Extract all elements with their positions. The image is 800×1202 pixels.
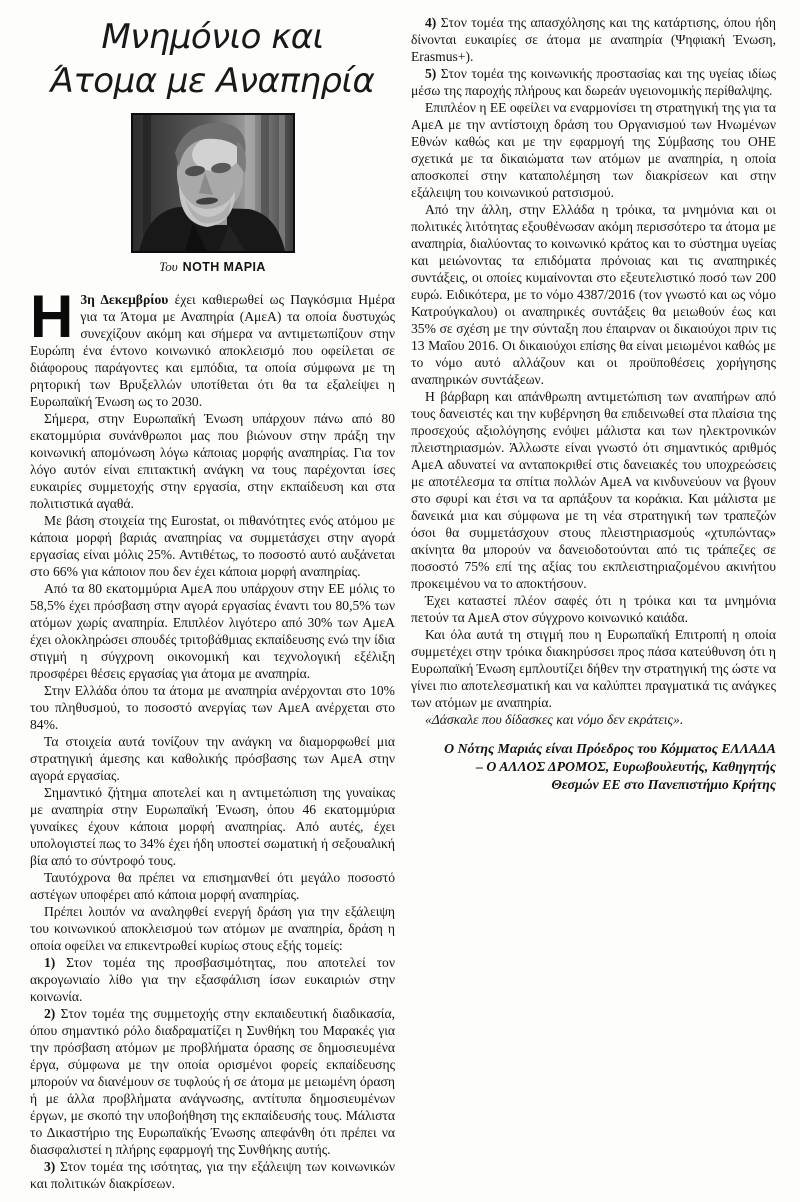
article-title-line2: Άτομα με Αναπηρία bbox=[50, 60, 375, 101]
paragraph-number: 2) bbox=[44, 1006, 56, 1022]
body-paragraph bbox=[30, 410, 395, 512]
body-paragraph bbox=[411, 592, 776, 626]
byline-prefix: Του bbox=[159, 259, 178, 275]
right-column bbox=[411, 8, 776, 1192]
body-paragraph bbox=[411, 626, 776, 711]
paragraph-number: 4) bbox=[425, 15, 437, 30]
numbered-paragraph-4 bbox=[411, 14, 776, 65]
left-column bbox=[30, 8, 395, 1192]
article-title bbox=[30, 16, 395, 103]
body-paragraph bbox=[30, 682, 395, 733]
paragraph-text: Σημαντικό ζήτημα αποτελεί και η αντιμετώπιση της γυναίκας με αναπηρία στην Ευρωπαϊκή Ένωση, όπου 46 εκατομμύρια γυναίκες έχουν κάποια μορφή αναπηρίας. Από αυτές, έχει υπολογιστεί πως το 34% έχει ήδη υποστεί σωματική ή σεξουαλική βία από το σύντροφό τους. bbox=[30, 785, 395, 869]
numbered-paragraph-1 bbox=[30, 954, 395, 1005]
paragraph-text: Σήμερα, στην Ευρωπαϊκή Ένωση υπάρχουν πάνω από 80 εκατομμύρια συνάνθρωποι μας που βιώνουν στην πράξη την κοινωνική απομόνωση λόγω κάποιας μορφής αναπηρίας. Για τον λόγο αυτόν είναι επιτακτική ανάγκη να τους παρέχονται ίσες ευκαιρίες συμμετοχής στην εργασία, στην εκπαίδευση και στα πολιτιστικά αγαθά. bbox=[30, 411, 395, 512]
author-photo bbox=[131, 113, 295, 253]
article-title-line1: Μνημόνιο και bbox=[101, 17, 324, 57]
author-credit bbox=[411, 740, 776, 794]
credit-line2: – Ο ΑΛΛΟΣ ΔΡΟΜΟΣ, Ευρωβουλευτής, Καθηγητής bbox=[475, 759, 776, 774]
body-paragraph bbox=[30, 903, 395, 954]
credit-line1: Ο Νότης Μαριάς είναι Πρόεδρος του Κόμματος ΕΛΛΑΔΑ bbox=[444, 741, 776, 756]
paragraph-text: Από τα 80 εκατομμύρια ΑμεΑ που υπάρχουν στην ΕΕ μόλις το 58,5% έχει πρόσβαση στην αγορά εργασίας έναντι του 80,5% των ατόμων χωρίς αναπηρία. Επιπλέον λιγότερο από 30% των ΑμεΑ έχει ολοκληρώσει σπουδές τριτοβάθμιας εκπαίδευσης ενώ την ίδια στιγμή η σύγχρονη οικονομική και τεχνολογική εξέλιξη προσφέρει θέσεις εργασίας για άτομα με αναπηρία. bbox=[30, 581, 395, 682]
numbered-paragraph-2 bbox=[30, 1005, 395, 1158]
paragraph-text: Στον τομέα της κοινωνικής προστασίας και της υγείας ιδίως μέσω της παροχής πλήρους και δωρεάν υγειονομικής περίθαλψης. bbox=[411, 66, 776, 98]
paragraph-text: Τα στοιχεία αυτά τονίζουν την ανάγκη να διαμορφωθεί μια στρατηγική άμεσης και καθολικής πρόσβασης των ΑμεΑ στην αγορά εργασίας. bbox=[30, 734, 395, 784]
body-paragraph bbox=[30, 869, 395, 903]
paragraph-text: Στην Ελλάδα όπου τα άτομα με αναπηρία ανέρχονται στο 10% του πληθυσμού, το ποσοστό ανεργίας των ΑμεΑ ανέρχεται στο 84%. bbox=[30, 683, 395, 733]
byline-author-name: ΝΟΤΗ ΜΑΡΙΑ bbox=[182, 260, 266, 275]
paragraph-text: Στον τομέα της ισότητας, για την εξάλειψη των κοινωνικών και πολιτικών διακρίσεων. bbox=[30, 1159, 395, 1192]
author-portrait-illustration bbox=[133, 115, 293, 251]
intro-paragraph bbox=[30, 283, 395, 410]
paragraph-text: Στον τομέα της συμμετοχής στην εκπαιδευτική διαδικασία, όπου σημαντικό ρόλο διαδραματίζει η Συνθήκη του Μαρακές για την πρόσβαση ατόμων με προβλήματα όρασης σε δημοσιευμένα έργα, σύμφωνα με την οποία ορισμένοι φορείς εκπαίδευσης μπορούν να διανέμουν σε τυφλούς ή σε άτομα με μειωμένη όραση ή με άλλα προβλήματα ανάγνωσης, αντίτυπα δημοσιευμένων έργων, με σκοπό την υποβοήθηση της εκπαίδευσής τους. Μάλιστα το Δικαστήριο της Ευρωπαϊκής Ένωσης απεφάνθη ότι πρέπει να διασφαλιστεί η πλήρης εφαρμογή της Συνθήκης αυτής. bbox=[30, 1006, 395, 1158]
paragraph-text: Πρέπει λοιπόν να αναληφθεί ενεργή δράση για την εξάλειψη του κοινωνικού αποκλεισμού των ατόμων με αναπηρία, δράση η οποία οφείλει να επικεντρωθεί κυρίως στους εξής τομείς: bbox=[30, 904, 395, 954]
numbered-paragraph-3 bbox=[30, 1158, 395, 1192]
body-paragraph bbox=[30, 512, 395, 580]
byline bbox=[30, 259, 395, 275]
body-paragraph bbox=[411, 201, 776, 388]
body-paragraph bbox=[411, 99, 776, 201]
body-paragraph bbox=[30, 733, 395, 784]
body-paragraph bbox=[411, 388, 776, 592]
body-paragraph bbox=[30, 784, 395, 869]
credit-line3: Θεσμών ΕΕ στο Πανεπιστήμιο Κρήτης bbox=[551, 777, 776, 792]
paragraph-number: 1) bbox=[44, 955, 56, 971]
paragraph-text: Από την άλλη, στην Ελλάδα η τρόικα, τα μνημόνια και οι πολιτικές λιτότητας εξουθένωσαν ακόμη περισσότερο τα άτομα με αναπηρία, διαλύοντας το κοινωνικό κράτος και το σύστημα υγείας και μειώνοντας τα επιδόματα πρόνοιας και τις αναπηρικές συντάξεις, οι οποίες κυμαίνονται στο εξευτελιστικό ποσό των 200 ευρώ. Ειδικότερα, με το νόμο 4387/2016 (τον γνωστό και ως νόμο Κατρούγκαλου) οι αναπηρικές συντάξεις θα μειωθούν έως και 35% σε σχέση με την σύνταξη που έπαιρναν οι δικαιούχοι πριν τις 13 Μαΐου 2016. Οι δικαιούχοι επίσης θα είναι μειωμένοι καθώς με το νόμο αυτό αλλάζουν και οι προϋποθέσεις χορήγησης αναπηρικών συντάξεων. bbox=[411, 202, 776, 387]
paragraph-text: Έχει καταστεί πλέον σαφές ότι η τρόικα και τα μνημόνια πετούν τα ΑμεΑ στον σύγχρονο κοινωνικό καιάδα. bbox=[411, 593, 776, 625]
paragraph-number: 3) bbox=[44, 1159, 56, 1175]
paragraph-text: Επιπλέον η ΕΕ οφείλει να εναρμονίσει τη στρατηγική της για τα ΑμεΑ με την αντίστοιχη δράση του Οργανισμού των Ηνωμένων Εθνών καθώς και με την εφαρμογή της Σύμβασης του ΟΗΕ σχετικά με τα δικαιώματα των ατόμων με αναπηρία, η οποία αποσκοπεί στην καταπολέμηση των διακρίσεων και στην εξάλειψη του κοινωνικού ρατσισμού. bbox=[411, 100, 776, 200]
paragraph-text: Στον τομέα της απασχόλησης και της κατάρτισης, όπου ήδη δίνονται ευκαιρίες σε άτομα με αναπηρία (Ψηφιακή Ένωση, Erasmus+). bbox=[411, 15, 776, 64]
paragraph-text: Με βάση στοιχεία της Eurostat, οι πιθανότητες ενός ατόμου με κάποια μορφή βαριάς αναπηρίας να συμμετάσχει στην αγορά εργασίας είναι μόλις 25%. Αντιθέτως, το ποσοστό αυτό αυξάνεται στο 66% για κάποιον που δεν έχει κάποια μορφή αναπηρίας. bbox=[30, 513, 395, 580]
paragraph-number: 5) bbox=[425, 66, 437, 81]
body-paragraph bbox=[30, 580, 395, 682]
paragraph-text: Η βάρβαρη και απάνθρωπη αντιμετώπιση των αναπήρων από τους δανειστές και την κυβέρνηση θα επιδεινωθεί στα πλαίσια της προσεχούς αξιολόγησης ενόψει μάλιστα και των ηλεκτρονικών πλειστηριασμών. Άλλωστε είναι γνωστό ότι σημαντικός αριθμός ΑμεΑ αδυνατεί να ανταποκριθεί στις δανειακές του υποχρεώσεις με αποτέλεσμα τα σπίτια πολλών ΑμεΑ να κινδυνεύουν να βγουν στο σφυρί και έτσι να τα αρπάξουν τα κοράκια. Και μάλιστα με δανεικά μια και σύμφωνα με τη νέα στρατηγική των τραπεζών όσοι θα συμμετάσχουν στους πλειστηριασμούς «χτυπώντας» ακίνητα θα μπορούν να δανειοδοτούνται από τις τράπεζες σε ποσοστό 75% επί της αξίας του εκπλειστηριαζομένου ακινήτου προκειμένου να το αποκτήσουν. bbox=[411, 389, 776, 591]
quote-text: «Δάσκαλε που δίδασκες και νόμο δεν εκράτεις». bbox=[425, 712, 684, 727]
intro-text: έχει καθιερωθεί ως Παγκόσμια Ημέρα για τα Άτομα με Αναπηρία (ΑμεΑ) τα οποία δυστυχώς συνεχίζουν ακόμη και σήμερα να αντιμετωπίζουν στην Ευρώπη ένα έντονο κοινωνικό αποκλεισμό που οφείλεται σε διάφορους παράγοντες και εμπόδια, τα οποία σύμφωνα με τη ρητορική των Βρυξελλών υποτίθεται ότι θα τα εξαλείψει η Ευρωπαϊκή Ένωση ως το 2030. bbox=[30, 292, 395, 410]
paragraph-text: Ταυτόχρονα θα πρέπει να επισημανθεί ότι μεγάλο ποσοστό αστέγων υποφέρει από κάποια μορφή αναπηρίας. bbox=[30, 870, 395, 903]
numbered-paragraph-5 bbox=[411, 65, 776, 99]
intro-lead: 3η Δεκεμβρίου bbox=[80, 292, 169, 308]
paragraph-text: Και όλα αυτά τη στιγμή που η Ευρωπαϊκή Επιτροπή η οποία συμμετέχει στην τρόικα διακηρύσσει προς πάσα κατεύθυνση ότι η Ευρωπαϊκή Ένωση εμπλουτίζει δήθεν την στρατηγική της ώστε να γίνει πιο αποτελεσματική και να καλύπτει πραγματικά τις ανάγκες των ατόμων με αναπηρία. bbox=[411, 627, 776, 710]
author-photo-wrap bbox=[30, 113, 395, 253]
dropcap-letter: Η bbox=[30, 283, 74, 351]
paragraph-text: Στον τομέα της προσβασιμότητας, που αποτελεί τον ακρογωνιαίο λίθο για την εξασφάλιση ίσων ευκαιριών στην κοινωνία. bbox=[30, 955, 395, 1005]
closing-quote bbox=[411, 711, 776, 728]
